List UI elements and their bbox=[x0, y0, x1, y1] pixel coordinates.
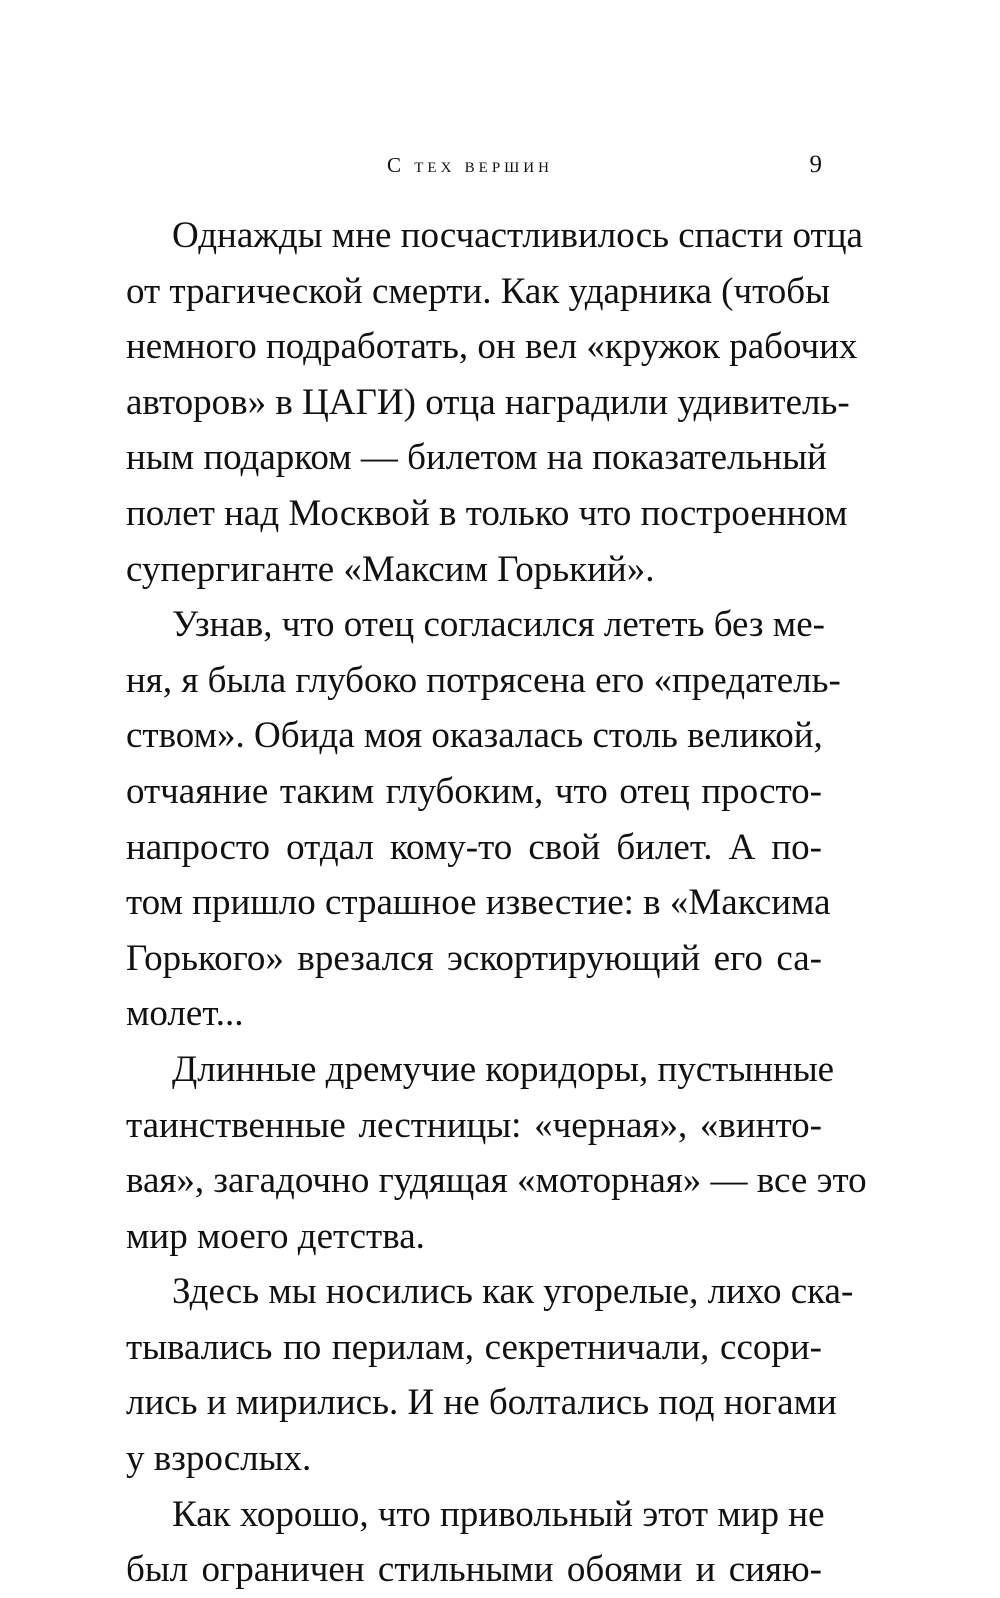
text-line: Как хорошо, что привольный этот мир не bbox=[172, 1493, 825, 1535]
text-line: от трагической смерти. Как ударника (чтобы bbox=[126, 270, 830, 312]
running-title: С тех вершин bbox=[387, 153, 553, 177]
text-line: напросто отдал кому-то свой билет. А по- bbox=[126, 826, 822, 868]
text-line: том пришло страшное известие: в «Максима bbox=[126, 882, 831, 924]
body-text bbox=[126, 208, 867, 1598]
text-line: авторов» в ЦАГИ) отца наградили удивитель- bbox=[126, 381, 850, 423]
paragraph bbox=[126, 597, 841, 1042]
text-line: Горького» врезался эскортирующий его са- bbox=[126, 937, 822, 979]
text-line: ством». Обида моя оказалась столь великой, bbox=[126, 715, 823, 757]
paragraph bbox=[126, 1042, 867, 1264]
text-line: полет над Москвой в только что построенном bbox=[126, 492, 848, 534]
text-line: вая», загадочно гудящая «моторная» — все это bbox=[126, 1160, 867, 1202]
text-line: молет... bbox=[126, 993, 244, 1035]
text-line: Длинные дремучие коридоры, пустынные bbox=[172, 1048, 835, 1090]
text-line: ня, я была глубоко потрясена его «предатель- bbox=[126, 659, 841, 701]
text-line: лись и мирились. И не болтались под ногами bbox=[126, 1382, 837, 1424]
paragraph bbox=[126, 1264, 854, 1486]
running-head bbox=[0, 148, 1000, 182]
text-line: супергиганте «Максим Горький». bbox=[126, 548, 655, 590]
text-line: у взрослых. bbox=[126, 1438, 312, 1480]
paragraph bbox=[126, 208, 863, 597]
text-line: тывались по перилам, секретничали, ссори- bbox=[126, 1326, 822, 1368]
page-number: 9 bbox=[809, 151, 822, 178]
text-line: Здесь мы носились как угорелые, лихо ска- bbox=[172, 1271, 854, 1313]
text-line: Однажды мне посчастливилось спасти отца bbox=[172, 215, 863, 256]
text-line: был ограничен стильными обоями и сияю- bbox=[126, 1549, 822, 1591]
paragraph bbox=[126, 1487, 825, 1598]
text-line: немного подработать, он вел «кружок рабочих bbox=[126, 326, 858, 368]
text-line: мир моего детства. bbox=[126, 1215, 425, 1257]
text-line: Узнав, что отец согласился лететь без ме- bbox=[172, 604, 825, 646]
text-line: отчаяние таким глубоким, что отец просто- bbox=[126, 770, 822, 812]
text-line: таинственные лестницы: «черная», «винто- bbox=[126, 1104, 822, 1146]
text-line: ным подарком — билетом на показательный bbox=[126, 437, 827, 479]
